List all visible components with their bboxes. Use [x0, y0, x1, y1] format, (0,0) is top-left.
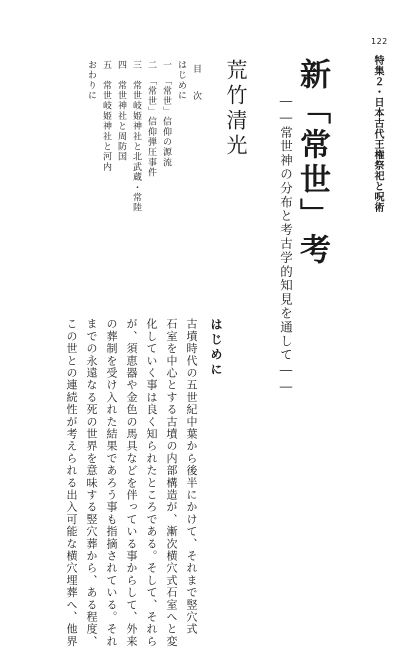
toc-item: 三 常世岐姫神社と北武蔵・常陸	[131, 60, 141, 213]
body-line: が、須恵器や金色の馬具などを伴っている事からして、外来	[125, 318, 138, 647]
page-number: 122	[371, 37, 388, 46]
body-line: 古墳時代の五世紀中葉から後半にかけて、それまで竪穴式	[185, 318, 198, 636]
body-line: 石室を中心とする古墳の内部構造が、漸次横穴式石室へと変	[165, 318, 178, 647]
toc-item: 一 「常世」信仰の源流	[161, 60, 171, 168]
toc-item: 四 常世神社と周防国	[116, 60, 126, 162]
toc-item: はじめに	[176, 60, 186, 101]
body-line: 化していく事は良く知られたところである。そして、それら	[145, 318, 158, 647]
toc-item: おわりに	[86, 60, 96, 101]
section-heading: はじめに	[209, 318, 223, 378]
table-of-contents	[80, 60, 188, 300]
body-line: この世との連続性が考えられる出入可能な横穴埋葬へ、他界	[65, 318, 78, 647]
body-line: までの永遠なる死の世界を意味する竪穴葬から、ある程度、	[85, 318, 98, 647]
article-subtitle: ――常世神の分布と考古学的知見を通して――	[278, 93, 294, 395]
article-title: 新「常世」考	[294, 58, 330, 268]
toc-heading: 目次	[191, 64, 201, 118]
author-name: 荒竹清光	[224, 59, 248, 159]
body-text	[60, 318, 202, 647]
body-line: の葬制を受け入れた結果であろう事も指摘されている。それ	[105, 318, 118, 647]
toc-item: 二 「常世」信仰弾圧事件	[146, 60, 156, 178]
series-title: 特集２・日本古代王権祭祀と呪術	[372, 55, 383, 213]
toc-item: 五 常世岐姫神社と河内	[101, 60, 111, 173]
